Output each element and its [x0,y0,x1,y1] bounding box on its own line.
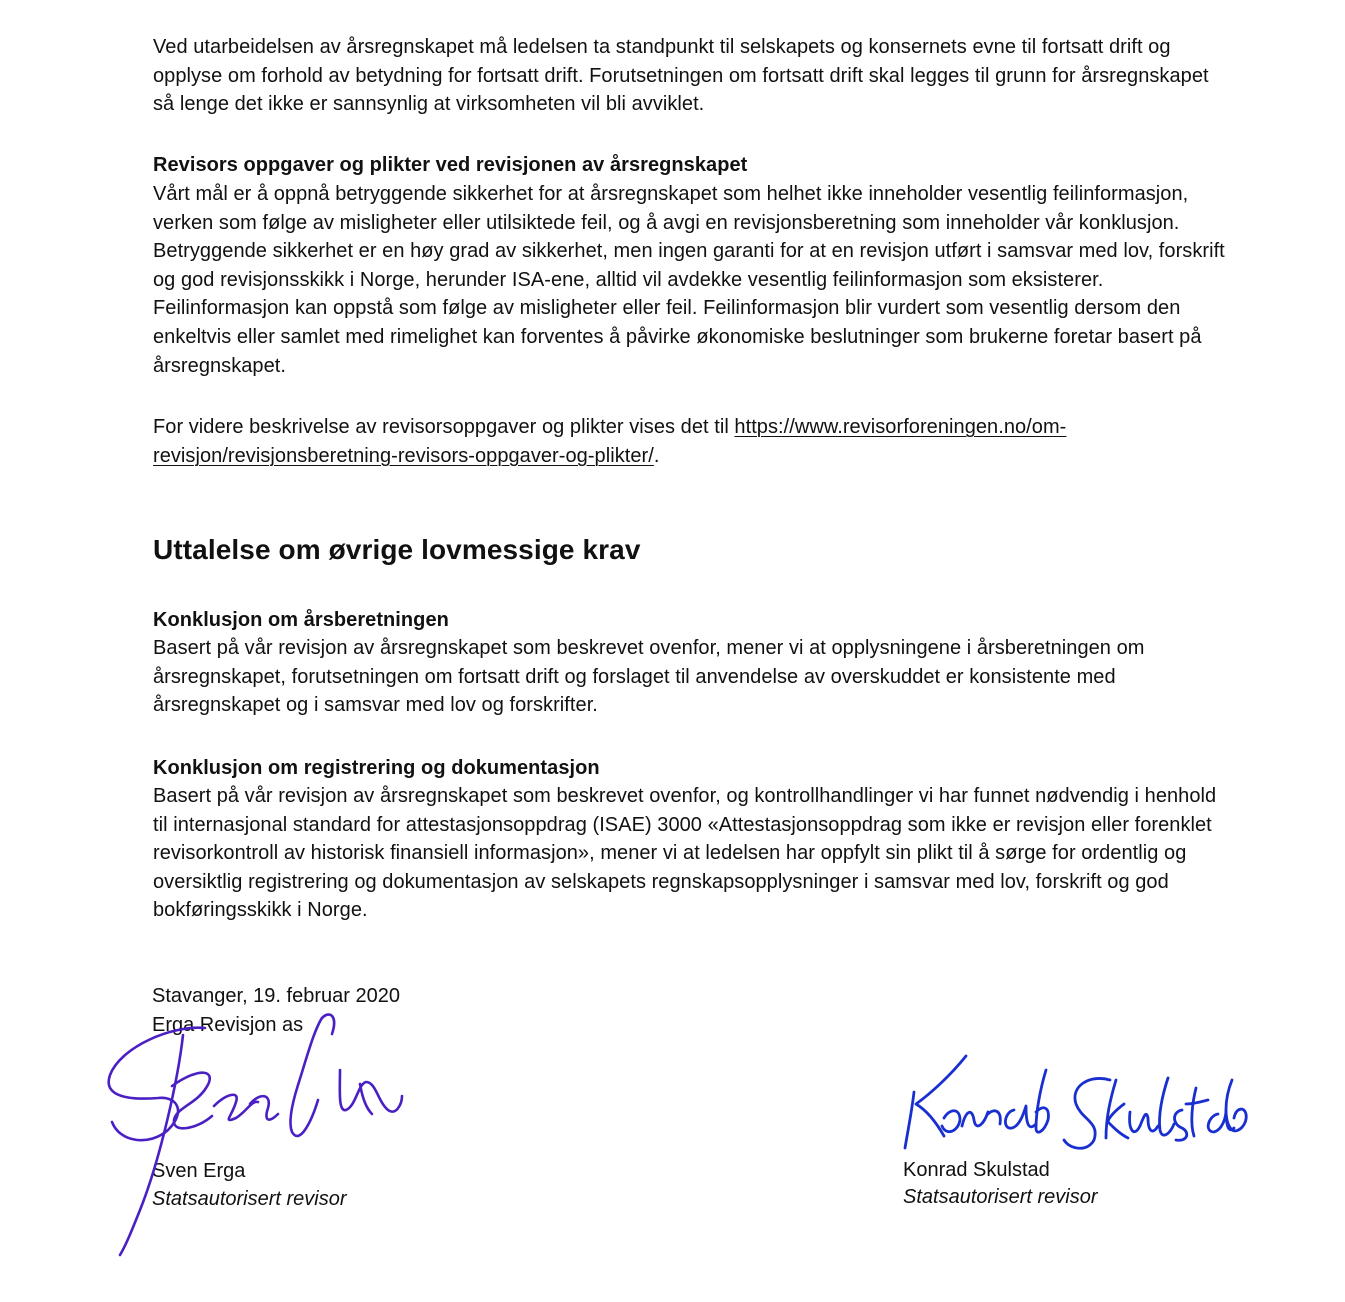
going-concern-paragraph: Ved utarbeidelsen av årsregnskapet må ledelsen ta standpunkt til selskapets og konsernets evne til fortsatt drift og opplyse om forhold av betydning for fortsatt drift. Forutsetningen om fortsatt drift skal legges til grunn for årsregnskapet så lenge det ikke er sannsynlig at virksomheten vil bli avviklet. [153,36,1209,116]
reference-prefix: For videre beskrivelse av revisorsoppgaver og plikter vises det til [153,416,735,438]
signer1-title: Statsautorisert revisor [152,1188,347,1210]
revisorforeningen-link[interactable]: https://www.revisorforeningen.no/om-revisjon/revisjonsberetning-revisors-oppgaver-og-plikter/ [153,416,1067,467]
auditor-duties-heading: Revisors oppgaver og plikter ved revisjonen av årsregnskapet [153,154,748,176]
signer1-name: Sven Erga [152,1160,246,1182]
reference-paragraph [153,413,1233,470]
place-date: Stavanger, 19. februar 2020 [152,985,400,1007]
auditor-duties-body: Vårt mål er å oppnå betryggende sikkerhet for at årsregnskapet som helhet ikke inneholder vesentlig feilinformasjon, verken som følge av misligheter eller utilsiktede feil, og å avgi en revisjonsberetning som inneholder vår konklusjon. Betryggende sikkerhet er en høy grad av sikkerhet, men ingen garanti for at en revisjon utført i samsvar med lov, forskrift og god revisjonsskikk i Norge, herunder ISA-ene, alltid vil avdekke vesentlig feilinformasjon som eksisterer. Feilinformasjon kan oppstå som følge av misligheter eller feil. Feilinformasjon blir vurdert som vesentlig dersom den enkeltvis eller samlet med rimelighet kan forventes å påvirke økonomiske beslutninger som brukerne foretar basert på årsregnskapet. [153,183,1225,377]
annual-report-body: Basert på vår revisjon av årsregnskapet som beskrevet ovenfor, mener vi at opplysningene i årsberetningen om årsregnskapet, forutsetningen om fortsatt drift og forslaget til anvendelse av overskuddet er konsistente med årsregnskapet og i samsvar med lov og forskrifter. [153,637,1145,717]
registration-body: Basert på vår revisjon av årsregnskapet som beskrevet ovenfor, og kontrollhandlinger vi har funnet nødvendig i henhold til internasjonal standard for attestasjonsoppdrag (ISAE) 3000 «Attestasjonsoppdrag som ikke er revisjon eller forenklet revisorkontroll av historisk finansiell informasjon», mener vi at ledelsen har oppfylt sin plikt til å sørge for ordentlig og oversiktlig registrering og dokumentasjon av selskapets regnskapsopplysninger i samsvar med lov, forskrift og god bokføringsskikk i Norge. [153,785,1217,922]
reference-suffix: . [653,444,660,467]
signer2-title: Statsautorisert revisor [903,1186,1098,1208]
firm-name: Erga Revisjon as [152,1014,304,1036]
signer2-name: Konrad Skulstad [903,1159,1050,1181]
annual-report-heading: Konklusjon om årsberetningen [153,609,449,631]
registration-heading: Konklusjon om registrering og dokumentasjon [153,757,600,779]
section-title: Uttalelse om øvrige lovmessige krav [153,534,641,565]
